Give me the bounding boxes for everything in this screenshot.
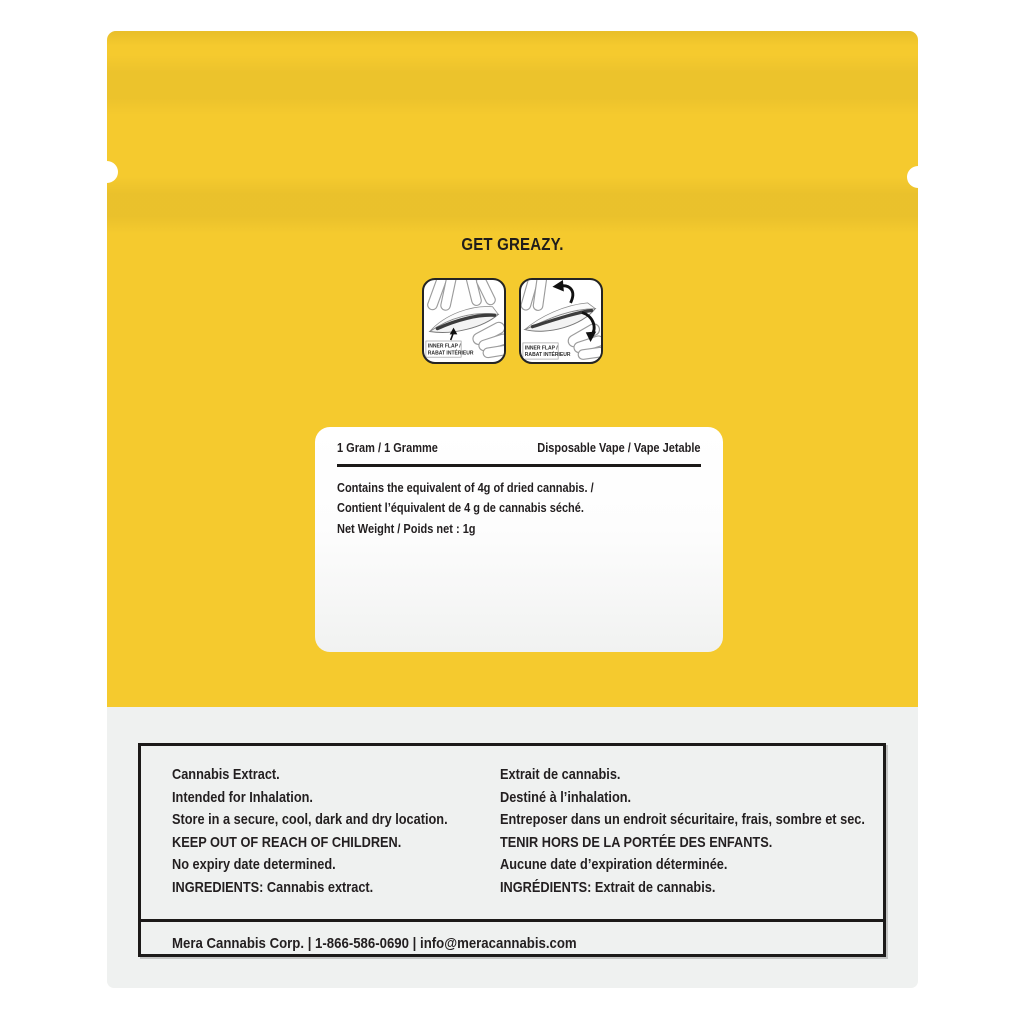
- info-fr-line: INGRÉDIENTS: Extrait de cannabis.: [500, 878, 716, 896]
- equivalency-fr-text: Contient l’équivalent de 4 g de cannabis séché.: [337, 501, 584, 516]
- open-pouch-inner-flap-graphic: [424, 280, 504, 362]
- info-en-line: No expiry date determined.: [172, 856, 336, 873]
- regulatory-info-box: [138, 743, 886, 957]
- info-column-french: [500, 764, 918, 919]
- info-fr-line: Aucune date d’expiration déterminée.: [500, 856, 728, 873]
- info-en-line: Store in a secure, cool, dark and dry location.: [172, 811, 448, 828]
- info-en-line: Cannabis Extract.: [172, 766, 280, 783]
- company-contact-text: Mera Cannabis Corp. | 1-866-586-0690 | info@meracannabis.com: [172, 935, 577, 952]
- brand-tagline-text: GET GREAZY.: [461, 234, 564, 254]
- peel-inner-flap-graphic: [521, 280, 601, 362]
- label-card-divider: [337, 464, 701, 467]
- inner-flap-label-line2: RABAT INTÉRIEUR: [524, 352, 571, 359]
- info-en-line: KEEP OUT OF REACH OF CHILDREN.: [172, 833, 402, 851]
- info-fr-line: Entreposer dans un endroit sécuritaire, frais, sombre et sec.: [500, 811, 865, 828]
- regulatory-info-columns: [141, 746, 883, 919]
- equivalency-en-text: Contains the equivalent of 4g of dried cannabis. /: [337, 480, 594, 495]
- brand-tagline: [107, 234, 918, 255]
- label-card-body: [337, 478, 701, 540]
- info-fr-line: Extrait de cannabis.: [500, 766, 621, 783]
- quantity-text: 1 Gram / 1 Gramme: [337, 441, 438, 455]
- inner-flap-label-line2: RABAT INTÉRIEUR: [427, 350, 474, 357]
- net-weight-text: Net Weight / Poids net : 1g: [337, 521, 476, 536]
- info-en-line: INGREDIENTS: Cannabis extract.: [172, 878, 374, 896]
- info-en-line: Intended for Inhalation.: [172, 788, 313, 806]
- peel-inner-flap-arrows-icon: [519, 278, 603, 364]
- info-fr-line: TENIR HORS DE LA PORTÉE DES ENFANTS.: [500, 833, 773, 851]
- info-fr-line: Destiné à l’inhalation.: [500, 788, 632, 806]
- inner-flap-label-line1: INNER FLAP /: [524, 345, 558, 352]
- info-column-english: [172, 764, 500, 919]
- company-contact-line: [141, 922, 883, 954]
- product-label-card: [315, 427, 723, 652]
- inner-flap-label-line1: INNER FLAP /: [427, 343, 461, 350]
- label-card-header: [337, 440, 701, 456]
- open-pouch-inner-flap-icon: [422, 278, 506, 364]
- opening-instructions: [107, 278, 918, 364]
- format-text: Disposable Vape / Vape Jetable: [537, 441, 701, 455]
- product-pouch-back: [107, 31, 918, 988]
